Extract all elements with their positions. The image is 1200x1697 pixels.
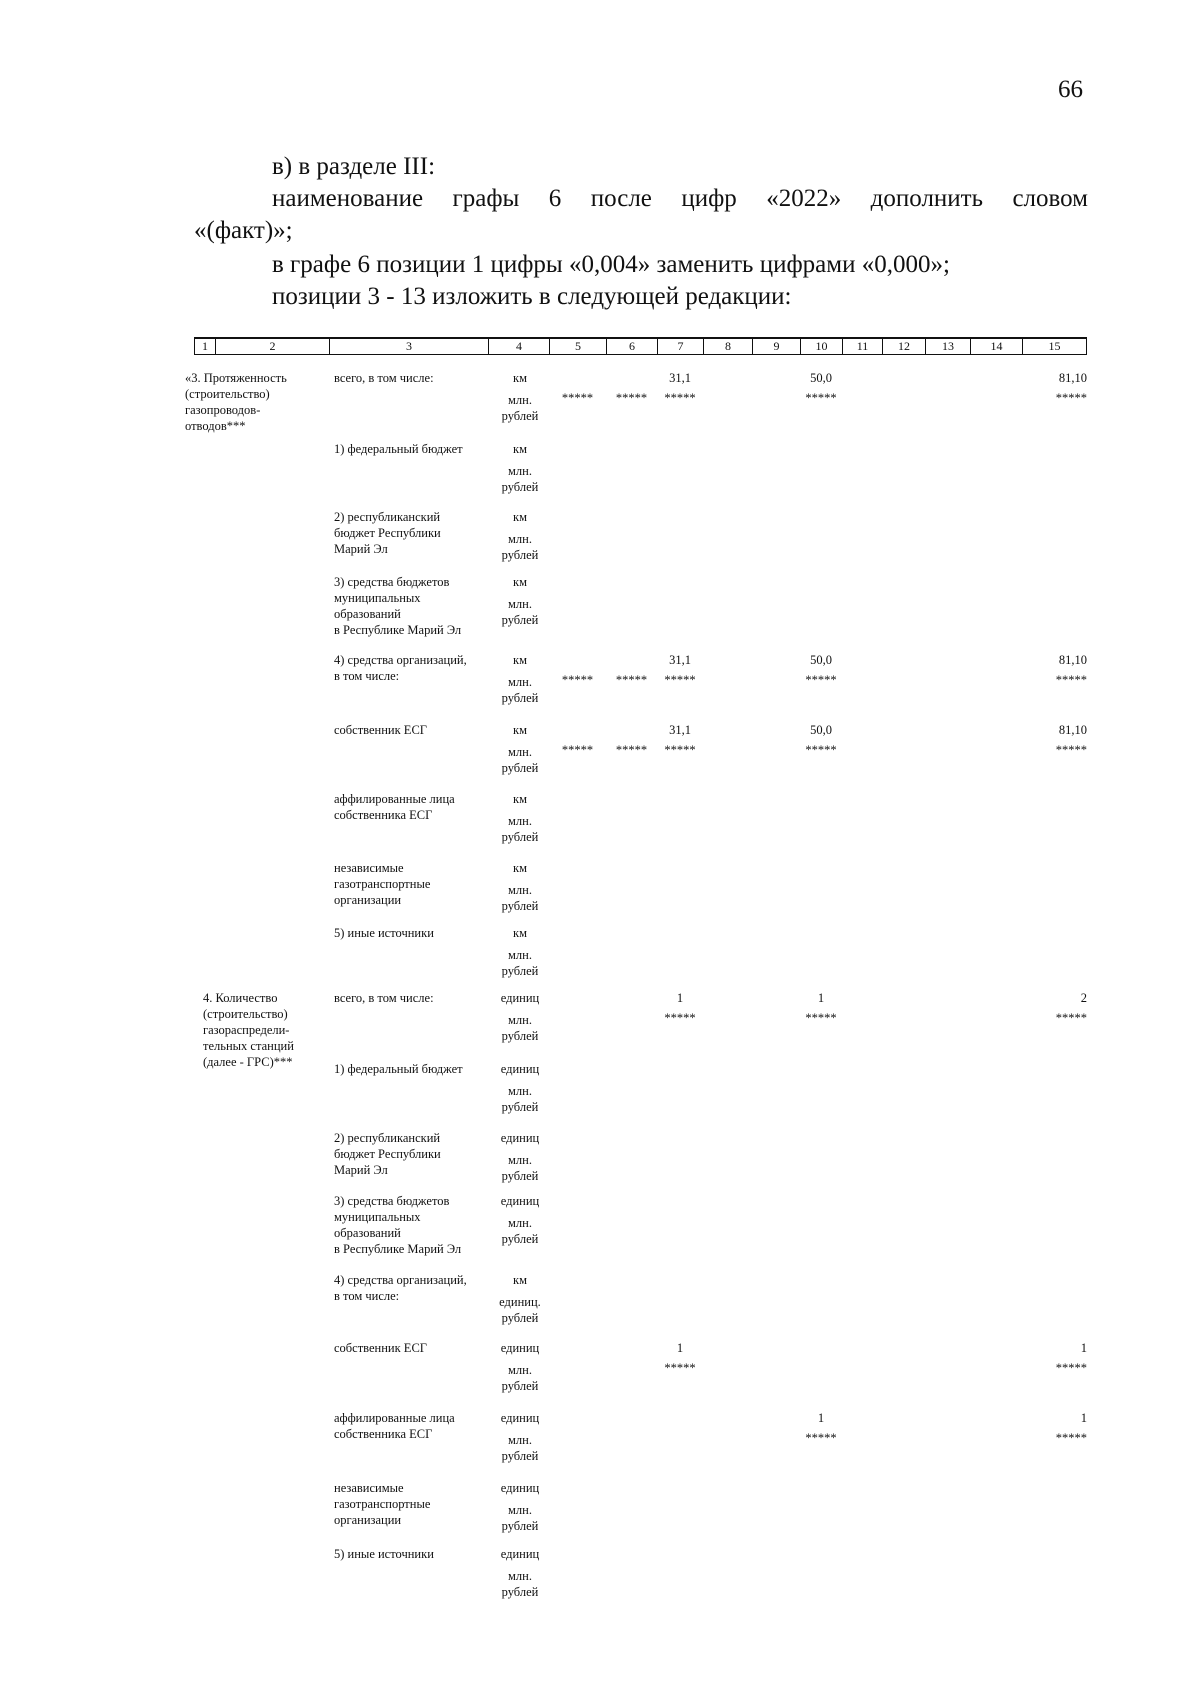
funding-source: независимые газотранспортные организации: [334, 861, 431, 907]
unit-money: единиц. рублей: [499, 1295, 541, 1325]
funding-source: всего, в том числе:: [334, 371, 434, 385]
funding-source: аффилированные лица собственника ЕСГ: [334, 1411, 455, 1441]
value-col-10: 1: [817, 1411, 825, 1425]
table-header-row: [194, 337, 1087, 355]
unit-money: млн. рублей: [501, 1013, 539, 1043]
unit-money: млн. рублей: [501, 883, 539, 913]
funding-source: 2) республиканский бюджет Республики Марий Эл: [334, 1131, 441, 1177]
page-number: 66: [1058, 76, 1083, 103]
header-col-8: 8: [703, 339, 752, 355]
funding-source: 3) средства бюджетов муниципальных образований в Республике Марий Эл: [334, 575, 462, 637]
funding-source: аффилированные лица собственника ЕСГ: [334, 792, 455, 822]
unit-quantity: единиц: [500, 1411, 540, 1425]
cost-col-10: *****: [805, 1431, 837, 1445]
value-col-10: 50,0: [810, 723, 832, 737]
funding-source: собственник ЕСГ: [334, 1341, 428, 1355]
unit-money: млн. рублей: [501, 948, 539, 978]
value-col-15: 81,10: [1058, 371, 1087, 385]
value-col-7: 31,1: [669, 723, 691, 737]
value-col-10: 1: [817, 991, 825, 1005]
value-col-15: 2: [1080, 991, 1087, 1005]
cost-col-5: *****: [561, 743, 594, 757]
cost-col-10: *****: [805, 1011, 837, 1025]
unit-quantity: км: [513, 926, 527, 940]
funding-source: независимые газотранспортные организации: [334, 1481, 431, 1527]
cost-col-15: *****: [1055, 673, 1087, 687]
unit-quantity: единиц: [500, 1131, 540, 1145]
header-col-4: 4: [488, 339, 549, 355]
header-col-11: 11: [842, 339, 882, 355]
unit-quantity: км: [513, 371, 527, 385]
unit-money: млн. рублей: [501, 1503, 539, 1533]
cost-col-7: *****: [664, 673, 696, 687]
unit-quantity: единиц: [500, 1341, 540, 1355]
cost-col-15: *****: [1055, 1431, 1087, 1445]
value-col-15: 1: [1080, 1341, 1087, 1355]
value-col-15: 81,10: [1058, 653, 1087, 667]
funding-source: 1) федеральный бюджет: [334, 442, 463, 456]
funding-source: 5) иные источники: [334, 926, 434, 940]
unit-money: млн. рублей: [501, 745, 539, 775]
value-col-7: 31,1: [669, 371, 691, 385]
cost-col-15: *****: [1055, 1361, 1087, 1375]
intro-line-1: в) в разделе III:: [272, 153, 436, 180]
intro-line-2: наименование графы 6 после цифр «2022» дополнить словом: [272, 185, 1088, 212]
unit-money: млн. рублей: [501, 1084, 539, 1114]
cost-col-10: *****: [805, 673, 837, 687]
cost-col-15: *****: [1055, 391, 1087, 405]
value-col-10: 50,0: [810, 653, 832, 667]
unit-money: млн. рублей: [501, 532, 539, 562]
cost-col-6: *****: [615, 673, 648, 687]
cost-col-7: *****: [664, 1361, 696, 1375]
unit-money: млн. рублей: [501, 1363, 539, 1393]
unit-quantity: единиц: [500, 1481, 540, 1495]
unit-quantity: км: [513, 510, 527, 524]
intro-line-3: «(факт)»;: [194, 217, 293, 244]
unit-quantity: км: [513, 792, 527, 806]
cost-col-7: *****: [664, 743, 696, 757]
unit-quantity: единиц: [500, 991, 540, 1005]
cost-col-15: *****: [1055, 743, 1087, 757]
unit-quantity: единиц: [500, 1062, 540, 1076]
header-col-13: 13: [925, 339, 970, 355]
funding-source: всего, в том числе:: [334, 991, 434, 1005]
intro-line-5: позиции 3 - 13 изложить в следующей редакции:: [272, 283, 792, 310]
unit-quantity: км: [513, 442, 527, 456]
value-col-7: 1: [676, 1341, 684, 1355]
unit-money: млн. рублей: [501, 814, 539, 844]
cost-col-5: *****: [561, 391, 594, 405]
cost-col-15: *****: [1055, 1011, 1087, 1025]
unit-quantity: км: [513, 1273, 527, 1287]
header-col-3: 3: [329, 339, 488, 355]
value-col-7: 31,1: [669, 653, 691, 667]
funding-source: 4) средства организаций, в том числе:: [334, 653, 467, 683]
value-col-7: 1: [676, 991, 684, 1005]
unit-quantity: км: [513, 575, 527, 589]
unit-money: млн. рублей: [501, 464, 539, 494]
cost-col-6: *****: [615, 391, 648, 405]
unit-quantity: км: [513, 861, 527, 875]
unit-money: млн. рублей: [501, 393, 539, 423]
cost-col-10: *****: [805, 743, 837, 757]
value-col-10: 50,0: [810, 371, 832, 385]
header-col-10: 10: [800, 339, 842, 355]
indicator-name: «3. Протяженность (строительство) газопроводов- отводов***: [185, 371, 287, 433]
cost-col-10: *****: [805, 391, 837, 405]
cost-col-7: *****: [664, 391, 696, 405]
header-col-14: 14: [970, 339, 1022, 355]
funding-source: 1) федеральный бюджет: [334, 1062, 463, 1076]
unit-quantity: единиц: [500, 1547, 540, 1561]
funding-source: 5) иные источники: [334, 1547, 434, 1561]
cost-col-5: *****: [561, 673, 594, 687]
header-col-9: 9: [752, 339, 800, 355]
cost-col-7: *****: [664, 1011, 696, 1025]
indicator-name: 4. Количество (строительство) газораспредели- тельных станций (далее - ГРС)***: [203, 991, 294, 1069]
unit-money: млн. рублей: [501, 597, 539, 627]
funding-source: собственник ЕСГ: [334, 723, 428, 737]
funding-source: 4) средства организаций, в том числе:: [334, 1273, 467, 1303]
cost-col-6: *****: [615, 743, 648, 757]
header-col-15: 15: [1022, 339, 1087, 355]
intro-line-4: в графе 6 позиции 1 цифры «0,004» заменить цифрами «0,000»;: [272, 251, 950, 278]
header-col-7: 7: [657, 339, 703, 355]
funding-source: 2) республиканский бюджет Республики Марий Эл: [334, 510, 441, 556]
header-col-12: 12: [882, 339, 925, 355]
unit-money: млн. рублей: [501, 1569, 539, 1599]
header-col-1: 1: [194, 339, 215, 355]
unit-quantity: км: [513, 723, 527, 737]
header-col-2: 2: [215, 339, 329, 355]
unit-money: млн. рублей: [501, 675, 539, 705]
unit-money: млн. рублей: [501, 1153, 539, 1183]
unit-quantity: единиц: [500, 1194, 540, 1208]
value-col-15: 1: [1080, 1411, 1087, 1425]
unit-money: млн. рублей: [501, 1216, 539, 1246]
unit-quantity: км: [513, 653, 527, 667]
unit-money: млн. рублей: [501, 1433, 539, 1463]
header-col-5: 5: [549, 339, 606, 355]
value-col-15: 81,10: [1058, 723, 1087, 737]
header-col-6: 6: [606, 339, 657, 355]
funding-source: 3) средства бюджетов муниципальных образований в Республике Марий Эл: [334, 1194, 462, 1256]
